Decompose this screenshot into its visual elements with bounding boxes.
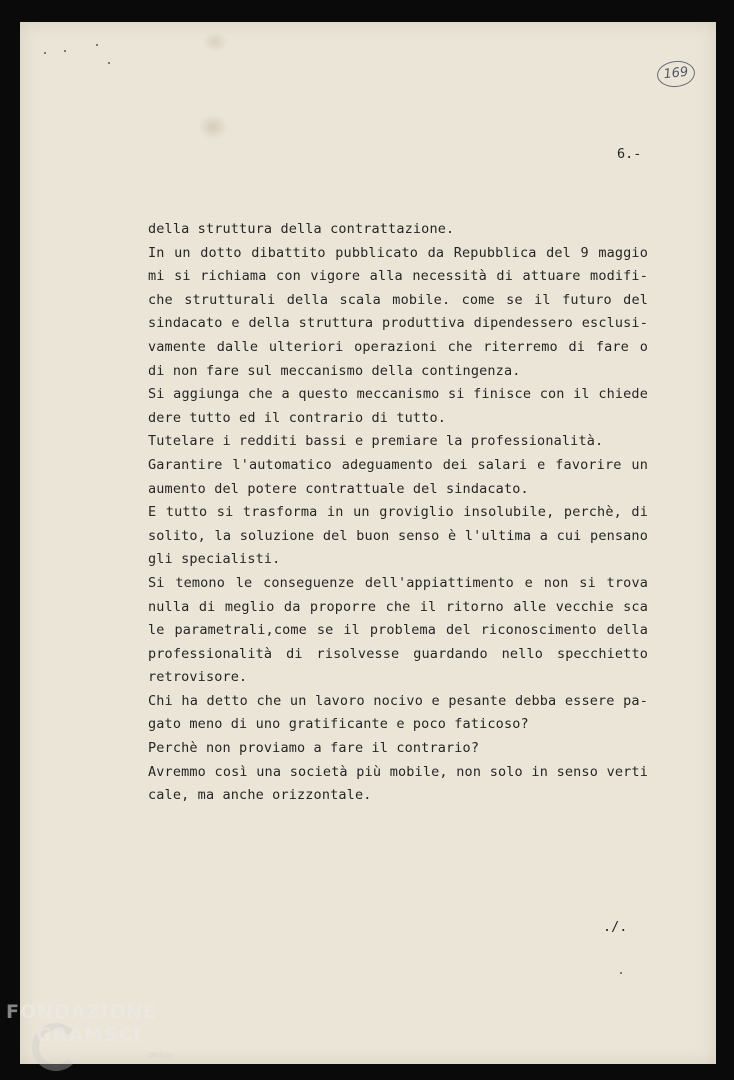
text-line: nulla di meglio da proporre che il ritorno alle vecchie sca	[148, 598, 648, 615]
text-line: dere tutto ed il contrario di tutto.	[148, 409, 446, 426]
text-line: vamente dalle ulteriori operazioni che riterremo di fare o	[148, 338, 648, 355]
continuation-mark: ./.	[603, 919, 628, 935]
text-line: Tutelare i redditi bassi e premiare la professionalità.	[148, 433, 604, 450]
text-line: che strutturali della scala mobile. come se il futuro del	[148, 291, 648, 308]
watermark-suffix: onlus	[148, 1051, 173, 1061]
text-line: Perchè non proviamo a fare il contrario?	[148, 740, 480, 757]
text-line: gli specialisti.	[148, 551, 281, 568]
watermark-line2: GRAMSCI	[36, 1024, 142, 1046]
text-line: E tutto si trasforma in un groviglio insolubile, perchè, di	[148, 504, 648, 521]
text-line: sindacato e della struttura produttiva dipendessero esclusi-	[148, 315, 648, 332]
paper-speck	[44, 52, 46, 54]
watermark-line1: FONDAZIONE	[6, 1001, 158, 1023]
paper-speck	[108, 62, 110, 64]
paper-speck	[64, 50, 66, 52]
text-line: di non fare sul meccanismo della contingenza.	[148, 362, 521, 379]
paper-stain	[198, 114, 228, 140]
paper-speck	[620, 972, 622, 974]
text-line: gato meno di uno gratificante e poco faticoso?	[148, 716, 529, 733]
paper-stain	[202, 32, 228, 52]
text-line: Chi ha detto che un lavoro nocivo e pesante debba essere pa-	[148, 692, 648, 709]
text-line: mi si richiama con vigore alla necessità di attuare modifi-	[148, 268, 648, 285]
text-line: professionalità di risolvesse guardando nello specchietto	[148, 645, 648, 662]
text-line: della struttura della contrattazione.	[148, 221, 455, 237]
text-line: Garantire l'automatico adeguamento dei salari e favorire un	[148, 456, 648, 473]
text-line: aumento del potere contrattuale del sindacato.	[148, 480, 529, 497]
text-line: le parametrali,come se il problema del riconoscimento della	[148, 622, 648, 639]
text-line: In un dotto dibattito pubblicato da Repubblica del 9 maggio	[148, 244, 648, 261]
document-page	[20, 22, 716, 1064]
archive-stamp: 169	[656, 59, 697, 89]
text-line: Si aggiunga che a questo meccanismo si finisce con il chiede	[148, 386, 648, 403]
text-line: retrovisore.	[148, 669, 248, 686]
text-line: Si temono le conseguenze dell'appiattimento e non si trova	[148, 574, 648, 591]
text-line: solito, la soluzione del buon senso è l'ultima a cui pensano	[148, 527, 648, 544]
fondazione-gramsci-watermark	[6, 1001, 196, 1079]
page-number: 6.-	[617, 146, 642, 162]
paper-speck	[96, 44, 98, 46]
typed-body-text	[148, 218, 648, 808]
text-line: cale, ma anche orizzontale.	[148, 787, 372, 804]
text-line: Avremmo così una società più mobile, non solo in senso verti	[148, 763, 648, 780]
